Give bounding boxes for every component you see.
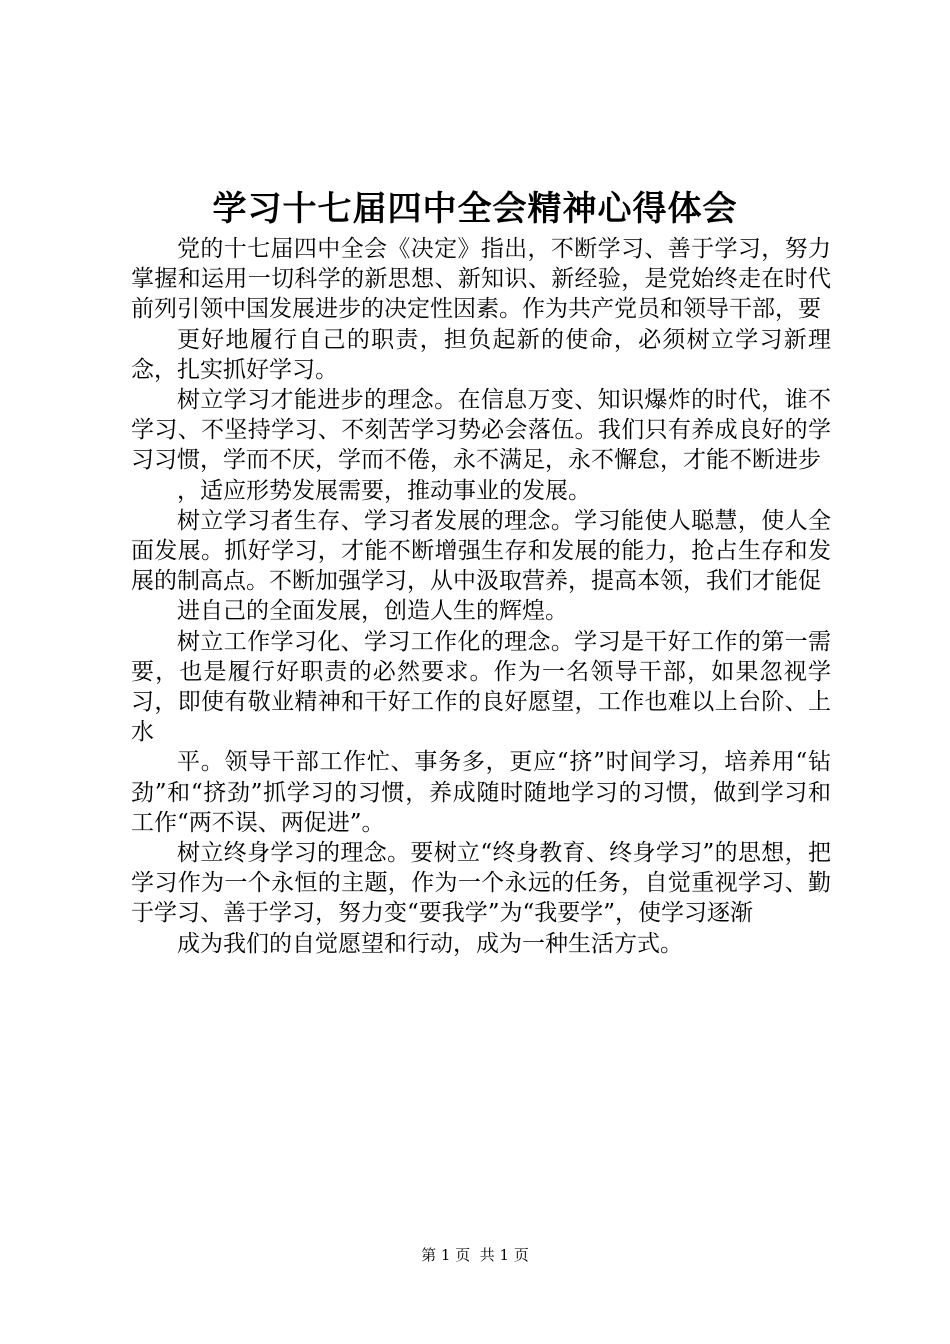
page-footer [0, 1245, 950, 1265]
paragraph-6: 进自己的全面发展，创造人生的辉煌。 [177, 598, 568, 625]
paragraph-8: 平。领导干部工作忙、事务多，更应“挤”时间学习，培养用“钻劲”和“挤劲”抓学习的习惯，养成随时随地学习的习惯，做到学习和工作“两不误、两促进”。 [131, 749, 831, 836]
paragraph-5: 树立学习者生存、学习者发展的理念。学习能使人聪慧，使人全面发展。抓好学习，才能不断增强生存和发展的能力，抢占生存和发展的制高点。不断加强学习，从中汲取营养，提高本领，我们才能促 [131, 507, 831, 595]
document-body [131, 234, 831, 959]
paragraph-7: 树立工作学习化、学习工作化的理念。学习是干好工作的第一需要，也是履行好职责的必然要求。作为一名领导干部，如果忽视学习，即使有敬业精神和干好工作的良好愿望，工作也难以上台阶、上水 [131, 628, 831, 746]
document-title: 学习十七届四中全会精神心得体会 [212, 189, 738, 229]
paragraph-1: 党的十七届四中全会《决定》指出，不断学习、善于学习，努力掌握和运用一切科学的新思想、新知识、新经验，是党始终走在时代前列引领中国发展进步的决定性因素。作为共产党员和领导干部，要 [131, 236, 831, 323]
paragraph-10: 成为我们的自觉愿望和行动，成为一种生活方式。 [177, 930, 683, 957]
paragraph-9: 树立终身学习的理念。要树立“终身教育、终身学习”的思想，把学习作为一个永恒的主题，作为一个永远的任务，自觉重视学习、勤于学习、善于学习，努力变“要我学”为“我要学”，使学习逐渐 [131, 840, 831, 927]
paragraph-3: 树立学习才能进步的理念。在信息万变、知识爆炸的时代，谁不学习、不坚持学习、不刻苦学习势必会落伍。我们只有养成良好的学习习惯，学而不厌，学而不倦，永不满足，永不懈怠，才能不断进步 [131, 387, 831, 474]
paragraph-2: 更好地履行自己的职责，担负起新的使命，必须树立学习新理念，扎实抓好学习。 [131, 326, 831, 383]
paragraph-4: ，适应形势发展需要，推动事业的发展。 [177, 477, 591, 504]
page-number: 第 1 页 共 1 页 [421, 1246, 529, 1264]
